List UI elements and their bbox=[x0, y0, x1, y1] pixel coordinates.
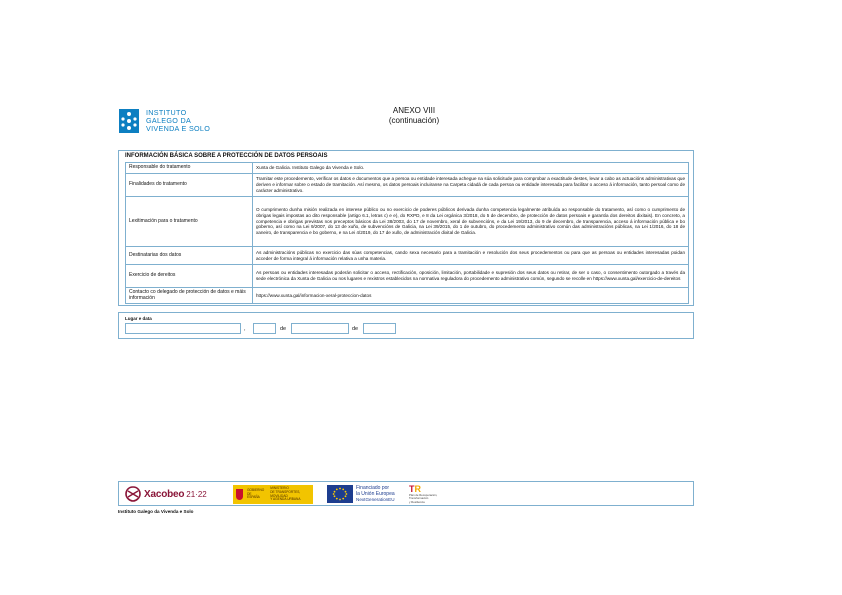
spain-shield-icon bbox=[236, 489, 243, 500]
xacobeo-name: Xacobeo bbox=[144, 488, 185, 500]
table-row bbox=[126, 163, 689, 174]
table-row bbox=[126, 265, 689, 288]
galicia-crest-icon bbox=[118, 108, 140, 134]
row-label: Destinatarias dos datos bbox=[126, 247, 253, 265]
day-input[interactable] bbox=[253, 323, 276, 334]
month-input[interactable] bbox=[291, 323, 349, 334]
row-value: O cumprimento dunha misión realizada en interese público ou no exercicio de poderes públicos derivada dunha competencia legalmente atribuída ao responsable do tratamento, así como o cumprimento de obrigas legais impostas ao dito responsable (artigo 6.1, letras c) e e), do RXPD, e 8 da Lei orgánica 3/2018, do 5 de decembro, de protección de datos persoais e garantía dos dereitos dixitais). En concreto, a competencia e obrigas previstas nos preceptos básicos da Lei 38/2003, do 17 de novembro, xeral de subvencións, e da Lei 19/2013, do 9 de decembro, de transparencia, acceso á información pública e bo goberno, así como na Lei 9/2007, do 13 de xuño, de subvencións de Galicia, na Lei 39/2015, do 1 de outubro, do procedemento administrativo común das administracións públicas, na Lei 1/2016, do 18 de xaneiro, de transparencia e bo goberno, e na Lei 4/2019, do 17 de xullo, de administración dixital de Galicia. bbox=[253, 197, 689, 247]
row-label: Finalidades do tratamento bbox=[126, 174, 253, 197]
table-row bbox=[126, 288, 689, 304]
footer-caption: Instituto Galego da Vivenda e Solo bbox=[118, 509, 194, 514]
eu-logo: Financiado por la Unión Europea NextGenerationEU bbox=[327, 485, 395, 503]
de-separator-2: de bbox=[352, 326, 359, 332]
row-value: As administracións públicas no exercicio das súas competencias, cando sexa necesario para a tramitación e resolución dos seus procedementos ou para que as persoas ou entidades interesadas poidan acceder de forma integral á información relativa a unha materia. bbox=[253, 247, 689, 265]
row-value: https://www.xunta.gal/informacion-xeral-proteccion-datos bbox=[253, 288, 689, 304]
table-row bbox=[126, 247, 689, 265]
data-protection-table bbox=[125, 162, 689, 304]
place-date-label: Lugar e data bbox=[125, 316, 152, 321]
xacobeo-logo bbox=[125, 486, 207, 502]
year-input[interactable] bbox=[363, 323, 396, 334]
logo-text: INSTITUTO GALEGO DA VIVENDA E SOLO bbox=[146, 108, 211, 133]
table-row bbox=[126, 197, 689, 247]
table-row bbox=[126, 174, 689, 197]
place-date-section bbox=[118, 312, 694, 339]
annex-title bbox=[360, 106, 468, 125]
row-label: Lexitimación para o tratamento bbox=[126, 197, 253, 247]
eu-flag-icon bbox=[327, 485, 353, 503]
row-label: Contacto co delegado de protección de datos e máis información bbox=[126, 288, 253, 304]
annex-subheading: (continuación) bbox=[388, 115, 440, 125]
row-value: As persoas ou entidades interesadas poderán solicitar o acceso, rectificación, oposición, limitación, portabilidade e supresión dos seus datos ou retirar, de ser o caso, o consentimento outorgado a través da sede electrónica da Xunta de Galicia ou nos lugares e rexistros establecidos na normativa reguladora do procedemento administrativo común, segundo se recolle en https://www.xunta.gal/exercicio-de-dereitos bbox=[253, 265, 689, 288]
de-separator-1: de bbox=[280, 326, 287, 332]
row-label: Exercicio de dereitos bbox=[126, 265, 253, 288]
row-label: Responsable do tratamento bbox=[126, 163, 253, 174]
comma-separator: , bbox=[244, 326, 246, 332]
data-protection-title: INFORMACIÓN BÁSICA SOBRE A PROTECCIÓN DE DATOS PERSOAIS bbox=[125, 153, 328, 159]
prtr-logo: TR Plan de Recuperación, Transformación y Resiliencia bbox=[409, 484, 438, 504]
annex-heading: ANEXO VIII bbox=[392, 106, 436, 115]
footer-logos bbox=[118, 481, 694, 506]
xacobeo-shell-icon bbox=[125, 486, 141, 502]
xacobeo-years: 21·22 bbox=[186, 489, 207, 499]
row-value: Tramitar este procedemento, verificar os datos e documentos que a persoa ou entidade interesada achegue na súa solicitude para comprobar a exactitude destes, levar a cabo as actuacións administrativas que deriven e informar sobre o estado de tramitación. Así mesmo, os datos persoais incluiranse na Carpeta cidadá de cada persoa ou entidade interesada para facilitar o acceso á información, tanto persoal como de carácter administrativo. bbox=[253, 174, 689, 197]
data-protection-section bbox=[118, 150, 694, 306]
gobierno-espana-logo: GOBIERNO DE ESPAÑA MINISTERIO DE TRANSPORTES, MOVILIDAD Y AGENDA URBANA bbox=[233, 485, 313, 504]
row-value: Xunta de Galicia. Instituto Galego da Vivenda e Solo. bbox=[253, 163, 689, 174]
place-input[interactable] bbox=[125, 323, 241, 334]
igvs-logo bbox=[118, 106, 248, 136]
prtr-mark-icon: TR bbox=[409, 484, 421, 494]
